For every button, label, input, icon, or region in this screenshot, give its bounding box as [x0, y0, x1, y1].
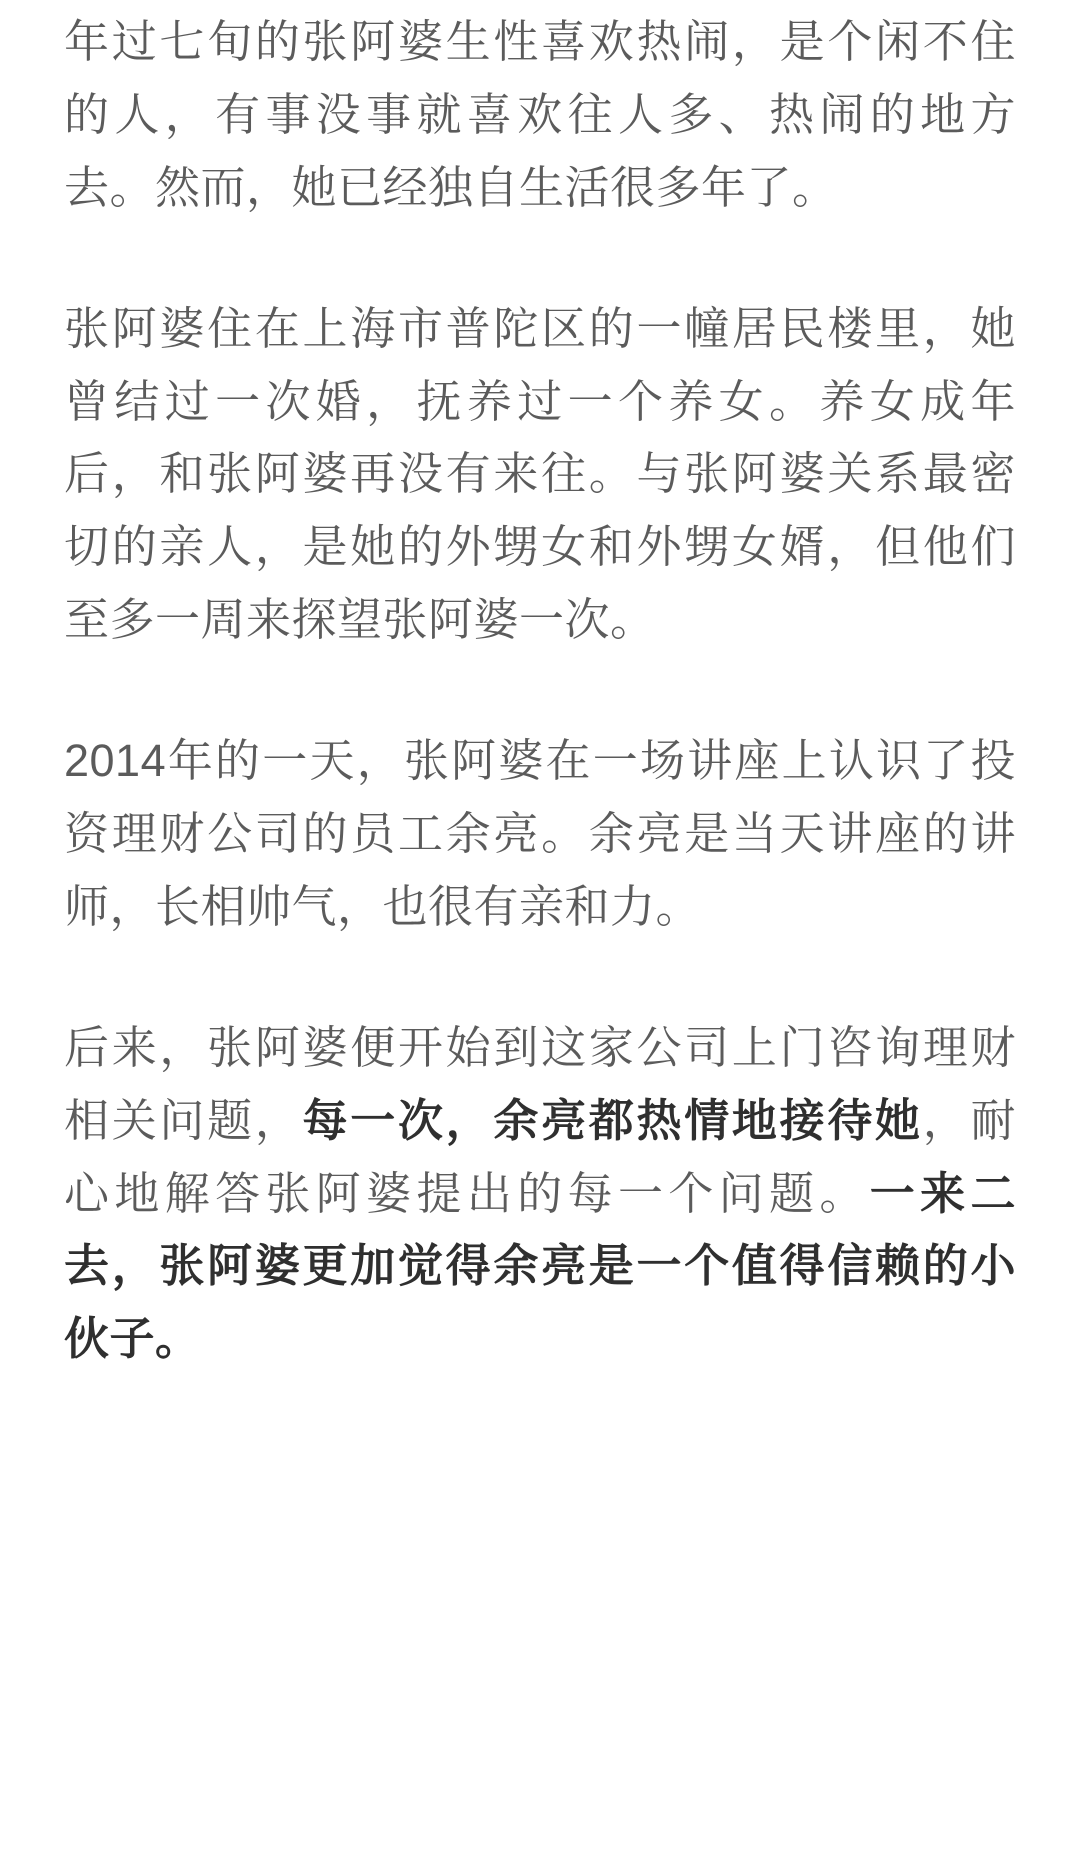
- text-run: ，耐心地解答张阿婆提出的每一个问题。: [64, 1094, 1016, 1219]
- paragraph: [64, 293, 1016, 657]
- emphasized-text: 一来二去，张阿婆更加觉得余亮是一个值得信赖的小伙子。: [64, 1167, 1016, 1365]
- paragraph: [64, 1012, 1016, 1376]
- text-run: 张阿婆住在上海市普陀区的一幢居民楼里，她曾结过一次婚，抚养过一个养女。养女成年后，和张阿婆再没有来往。与张阿婆关系最密切的亲人，是她的外甥女和外甥女婿，但他们至多一周来探望张阿婆一次。: [64, 302, 1016, 646]
- text-run: 年过七旬的张阿婆生性喜欢热闹，是个闲不住的人，有事没事就喜欢往人多、热闹的地方去。然而，她已经独自生活很多年了。: [64, 16, 1016, 213]
- text-run: 后来，张阿婆便开始到这家公司上门咨询理财相关问题，: [64, 1021, 1016, 1146]
- emphasized-text: 每一次，余亮都热情地接待她: [302, 1094, 923, 1146]
- paragraph: [64, 725, 1016, 944]
- paragraph: [64, 6, 1016, 225]
- text-run: 2014年的一天，张阿婆在一场讲座上认识了投资理财公司的员工余亮。余亮是当天讲座的讲师，长相帅气，也很有亲和力。: [64, 735, 1016, 932]
